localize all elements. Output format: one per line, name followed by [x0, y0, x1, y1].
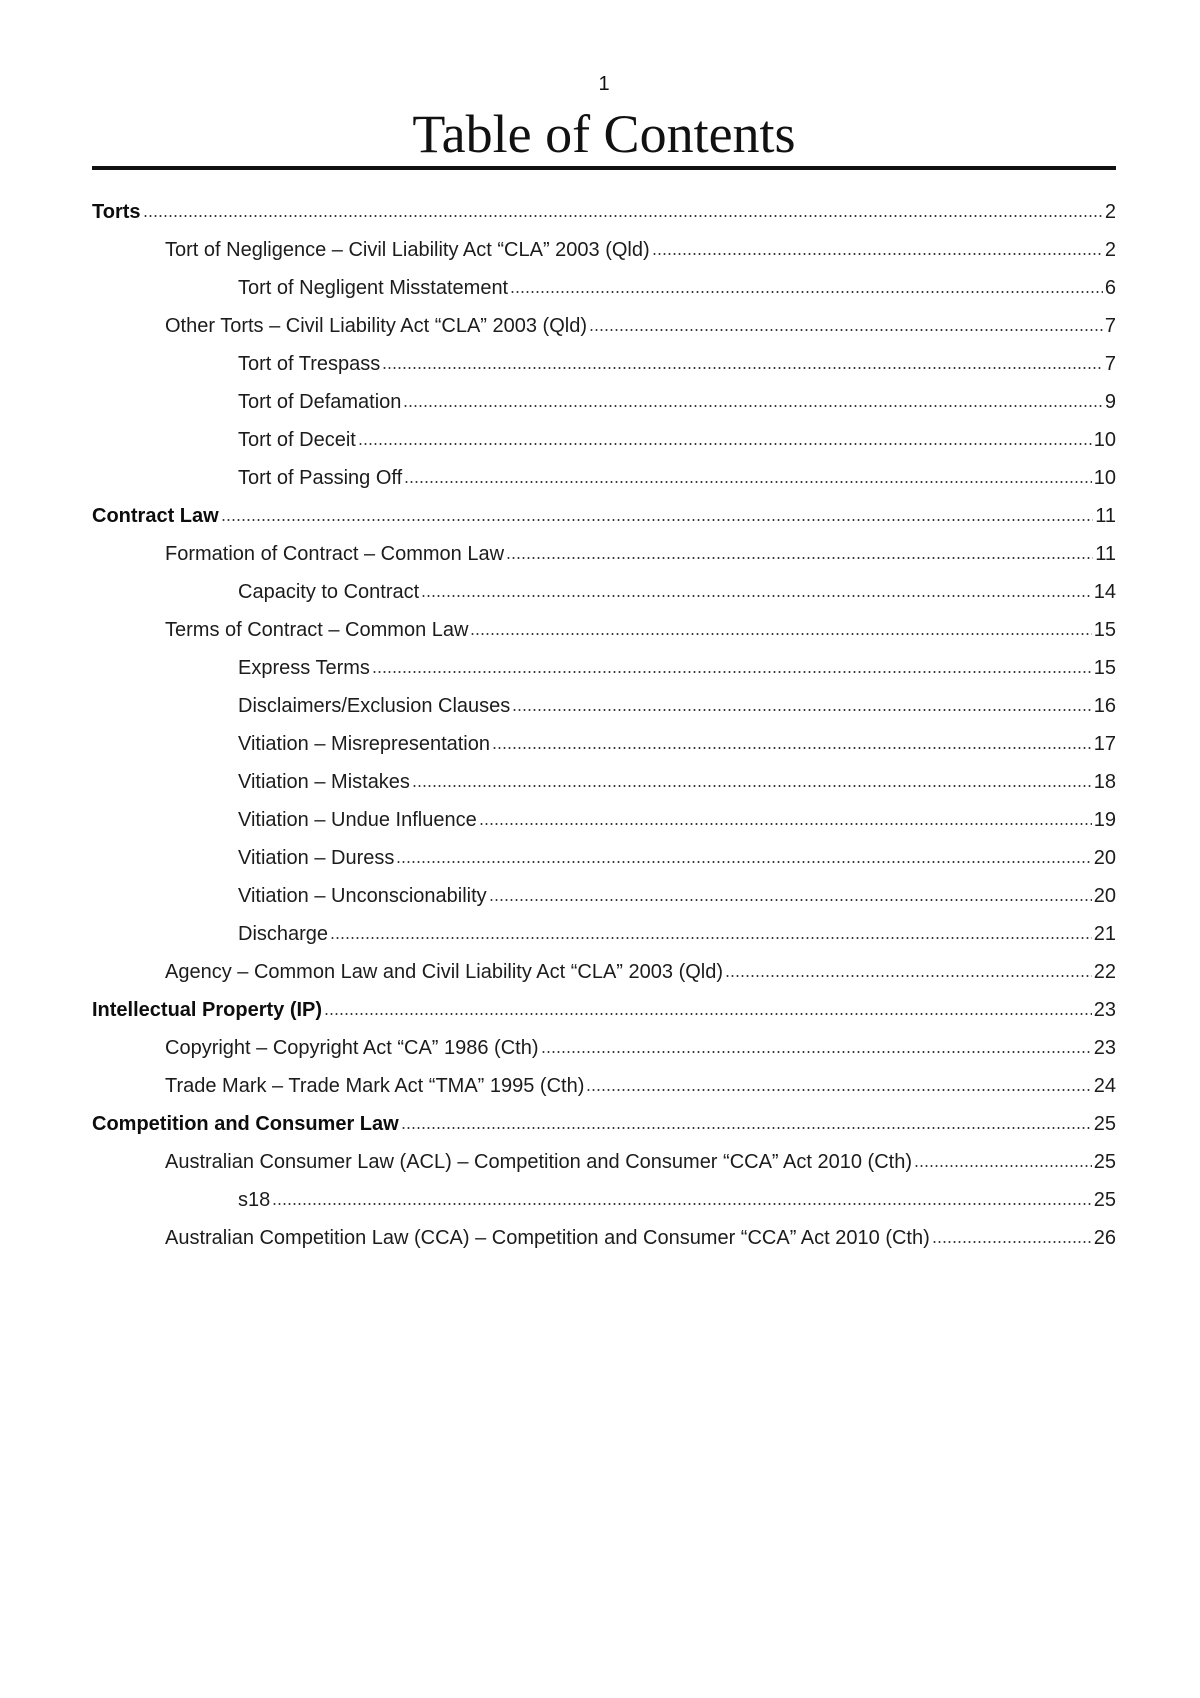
- toc-entry[interactable]: [92, 957, 1116, 995]
- toc-entry[interactable]: [92, 425, 1116, 463]
- toc-page-number[interactable]: 16: [1093, 695, 1116, 717]
- toc-page-number[interactable]: 10: [1093, 429, 1116, 451]
- page-number: 1: [598, 73, 610, 95]
- toc-entry-label[interactable]: Tort of Negligence – Civil Liability Act “CLA” 2003 (Qld): [165, 239, 650, 261]
- toc-entry[interactable]: [92, 995, 1116, 1033]
- toc-entry-label[interactable]: Vitiation – Duress: [238, 847, 395, 869]
- toc-dot-leader: [404, 480, 1092, 484]
- toc-entry[interactable]: [92, 1033, 1116, 1071]
- toc-entry[interactable]: [92, 729, 1116, 767]
- toc-page-number[interactable]: 26: [1093, 1227, 1116, 1249]
- toc-entry[interactable]: [92, 501, 1116, 539]
- toc-dot-leader: [589, 328, 1103, 332]
- toc-page-number[interactable]: 17: [1093, 733, 1116, 755]
- document-page: [92, 0, 1116, 1698]
- toc-entry[interactable]: [92, 197, 1116, 235]
- toc-page-number[interactable]: 22: [1093, 961, 1116, 983]
- toc-entry[interactable]: [92, 843, 1116, 881]
- toc-entry-label[interactable]: Formation of Contract – Common Law: [165, 543, 505, 565]
- toc-entry[interactable]: [92, 805, 1116, 843]
- toc-entry-label[interactable]: Torts: [92, 201, 141, 223]
- toc-dot-leader: [512, 708, 1091, 712]
- toc-entry[interactable]: [92, 577, 1116, 615]
- table-of-contents: [92, 197, 1116, 1261]
- toc-entry-label[interactable]: Vitiation – Undue Influence: [238, 809, 477, 831]
- toc-entry-label[interactable]: Trade Mark – Trade Mark Act “TMA” 1995 (Cth): [165, 1075, 585, 1097]
- toc-page-number[interactable]: 11: [1095, 543, 1116, 565]
- toc-page-number[interactable]: 20: [1093, 847, 1116, 869]
- toc-page-number[interactable]: 19: [1093, 809, 1116, 831]
- toc-entry-label[interactable]: Contract Law: [92, 505, 219, 527]
- toc-entry-label[interactable]: Tort of Defamation: [238, 391, 402, 413]
- toc-dot-leader: [489, 898, 1092, 902]
- toc-entry-label[interactable]: Vitiation – Mistakes: [238, 771, 410, 793]
- toc-entry[interactable]: [92, 1147, 1116, 1185]
- toc-dot-leader: [272, 1202, 1092, 1206]
- toc-page-number[interactable]: 7: [1104, 315, 1116, 337]
- toc-entry-label[interactable]: Australian Competition Law (CCA) – Competition and Consumer “CCA” Act 2010 (Cth): [165, 1227, 930, 1249]
- toc-page-number[interactable]: 25: [1093, 1189, 1116, 1211]
- toc-entry-label[interactable]: Tort of Passing Off: [238, 467, 403, 489]
- toc-entry-label[interactable]: Tort of Deceit: [238, 429, 356, 451]
- toc-entry[interactable]: [92, 387, 1116, 425]
- toc-dot-leader: [586, 1088, 1091, 1092]
- toc-entry-label[interactable]: Discharge: [238, 923, 329, 945]
- toc-entry[interactable]: [92, 1223, 1116, 1261]
- toc-entry-label[interactable]: Capacity to Contract: [238, 581, 420, 603]
- toc-entry[interactable]: [92, 539, 1116, 577]
- toc-entry[interactable]: [92, 1071, 1116, 1109]
- toc-entry[interactable]: [92, 311, 1116, 349]
- toc-entry-label[interactable]: Competition and Consumer Law: [92, 1113, 399, 1135]
- toc-page-number[interactable]: 2: [1104, 239, 1116, 261]
- toc-page-number[interactable]: 23: [1093, 1037, 1116, 1059]
- toc-entry[interactable]: [92, 691, 1116, 729]
- title-divider: [92, 166, 1116, 170]
- toc-dot-leader: [652, 252, 1103, 256]
- toc-entry-label[interactable]: Tort of Negligent Misstatement: [238, 277, 509, 299]
- toc-dot-leader: [372, 670, 1092, 674]
- toc-dot-leader: [541, 1050, 1092, 1054]
- toc-dot-leader: [932, 1240, 1092, 1244]
- toc-entry[interactable]: [92, 919, 1116, 957]
- toc-entry[interactable]: [92, 1109, 1116, 1147]
- toc-page-number[interactable]: 25: [1093, 1151, 1116, 1173]
- toc-page-number[interactable]: 24: [1093, 1075, 1116, 1097]
- toc-entry-label[interactable]: Other Torts – Civil Liability Act “CLA” 2003 (Qld): [165, 315, 588, 337]
- toc-dot-leader: [479, 822, 1092, 826]
- toc-dot-leader: [330, 936, 1092, 940]
- toc-page-number[interactable]: 23: [1093, 999, 1116, 1021]
- toc-dot-leader: [510, 290, 1103, 294]
- toc-dot-leader: [401, 1126, 1092, 1130]
- toc-dot-leader: [412, 784, 1092, 788]
- toc-page-number[interactable]: 15: [1093, 657, 1116, 679]
- toc-dot-leader: [382, 366, 1103, 370]
- toc-entry-label[interactable]: Tort of Trespass: [238, 353, 381, 375]
- toc-page-number[interactable]: 25: [1093, 1113, 1116, 1135]
- toc-page-number[interactable]: 11: [1095, 505, 1116, 527]
- toc-dot-leader: [324, 1012, 1092, 1016]
- toc-entry-label[interactable]: Express Terms: [238, 657, 370, 679]
- toc-dot-leader: [396, 860, 1091, 864]
- toc-dot-leader: [143, 214, 1103, 218]
- toc-entry[interactable]: [92, 349, 1116, 387]
- toc-page-number[interactable]: 7: [1104, 353, 1116, 375]
- toc-entry[interactable]: [92, 463, 1116, 501]
- toc-entry[interactable]: [92, 235, 1116, 273]
- page-title: Table of Contents: [412, 104, 796, 164]
- toc-page-number[interactable]: 18: [1093, 771, 1116, 793]
- toc-entry-label[interactable]: Agency – Common Law and Civil Liability Act “CLA” 2003 (Qld): [165, 961, 724, 983]
- toc-dot-leader: [403, 404, 1102, 408]
- toc-entry[interactable]: [92, 767, 1116, 805]
- toc-page-number[interactable]: 10: [1093, 467, 1116, 489]
- toc-entry[interactable]: [92, 653, 1116, 691]
- toc-entry-label[interactable]: Disclaimers/Exclusion Clauses: [238, 695, 511, 717]
- toc-page-number[interactable]: 15: [1093, 619, 1116, 641]
- toc-dot-leader: [914, 1164, 1092, 1168]
- toc-dot-leader: [725, 974, 1092, 978]
- toc-page-number[interactable]: 2: [1104, 201, 1116, 223]
- toc-entry-label[interactable]: Copyright – Copyright Act “CA” 1986 (Cth): [165, 1037, 539, 1059]
- toc-entry[interactable]: [92, 1185, 1116, 1223]
- toc-page-number[interactable]: 21: [1093, 923, 1116, 945]
- toc-entry[interactable]: [92, 273, 1116, 311]
- toc-entry-label[interactable]: s18: [238, 1189, 271, 1211]
- toc-page-number[interactable]: 20: [1093, 885, 1116, 907]
- toc-page-number[interactable]: 14: [1093, 581, 1116, 603]
- toc-entry-label[interactable]: Vitiation – Misrepresentation: [238, 733, 490, 755]
- toc-entry-label[interactable]: Vitiation – Unconscionability: [238, 885, 487, 907]
- toc-entry-label[interactable]: Intellectual Property (IP): [92, 999, 323, 1021]
- toc-dot-leader: [470, 632, 1091, 636]
- toc-entry[interactable]: [92, 881, 1116, 919]
- toc-dot-leader: [358, 442, 1092, 446]
- toc-entry-label[interactable]: Australian Consumer Law (ACL) – Competition and Consumer “CCA” Act 2010 (Cth): [165, 1151, 912, 1173]
- toc-dot-leader: [492, 746, 1092, 750]
- toc-page-number[interactable]: 9: [1104, 391, 1116, 413]
- toc-entry[interactable]: [92, 615, 1116, 653]
- toc-entry-label[interactable]: Terms of Contract – Common Law: [165, 619, 469, 641]
- toc-page-number[interactable]: 6: [1104, 277, 1116, 299]
- toc-dot-leader: [221, 518, 1094, 522]
- toc-dot-leader: [421, 594, 1092, 598]
- toc-dot-leader: [506, 556, 1093, 560]
